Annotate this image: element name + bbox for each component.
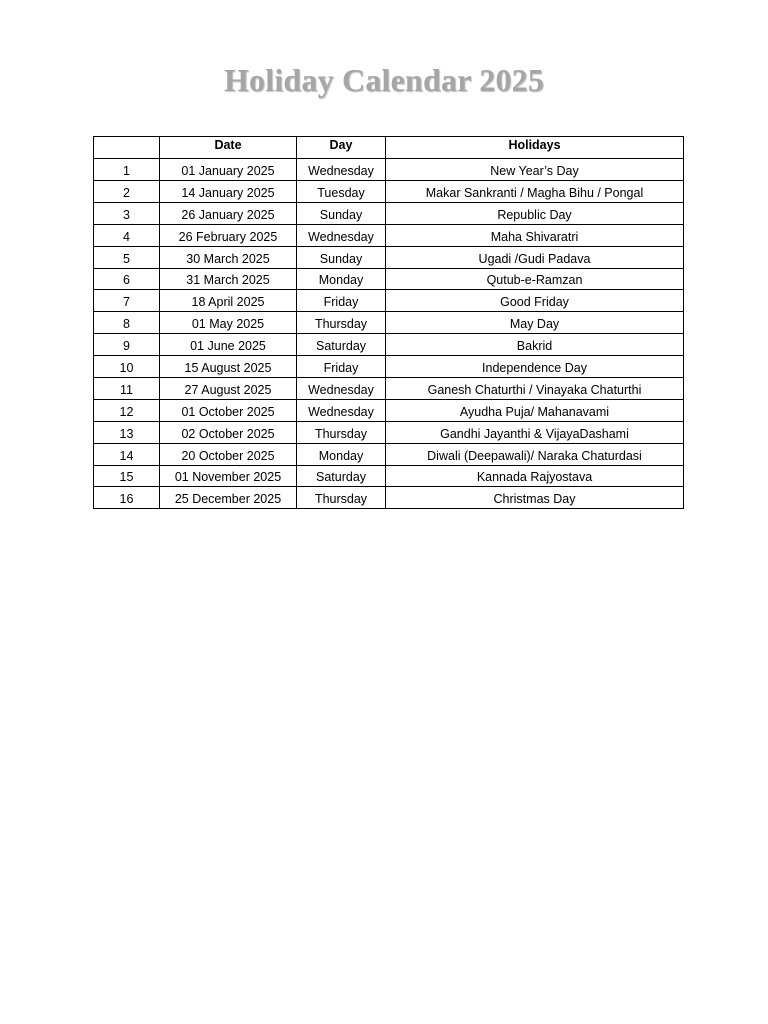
header-day: Day [297, 137, 386, 159]
holiday-date: 18 April 2025 [160, 290, 297, 312]
holiday-name: Republic Day [386, 202, 684, 224]
table-body [94, 159, 684, 509]
holiday-day: Sunday [297, 202, 386, 224]
row-number: 3 [94, 202, 160, 224]
table-row [94, 378, 684, 400]
header-holidays: Holidays [386, 137, 684, 159]
holiday-day: Saturday [297, 334, 386, 356]
row-number: 11 [94, 378, 160, 400]
row-number: 15 [94, 465, 160, 487]
holiday-day: Thursday [297, 487, 386, 509]
row-number: 6 [94, 268, 160, 290]
table-row [94, 421, 684, 443]
holiday-name: Makar Sankranti / Magha Bihu / Pongal [386, 181, 684, 203]
holiday-day: Wednesday [297, 378, 386, 400]
holiday-date: 27 August 2025 [160, 378, 297, 400]
table-row [94, 487, 684, 509]
holiday-table [93, 136, 684, 509]
row-number: 5 [94, 246, 160, 268]
holiday-date: 01 November 2025 [160, 465, 297, 487]
table-row [94, 465, 684, 487]
holiday-day: Wednesday [297, 224, 386, 246]
holiday-name: Christmas Day [386, 487, 684, 509]
table-row [94, 334, 684, 356]
holiday-name: Qutub-e-Ramzan [386, 268, 684, 290]
holiday-name: Independence Day [386, 356, 684, 378]
holiday-day: Sunday [297, 246, 386, 268]
holiday-date: 30 March 2025 [160, 246, 297, 268]
table-row [94, 312, 684, 334]
table-row [94, 224, 684, 246]
holiday-day: Monday [297, 443, 386, 465]
holiday-date: 01 June 2025 [160, 334, 297, 356]
table-row [94, 290, 684, 312]
holiday-date: 31 March 2025 [160, 268, 297, 290]
holiday-date: 20 October 2025 [160, 443, 297, 465]
table-row [94, 268, 684, 290]
table-row [94, 356, 684, 378]
table-row [94, 159, 684, 181]
holiday-name: Kannada Rajyostava [386, 465, 684, 487]
table-row [94, 181, 684, 203]
row-number: 13 [94, 421, 160, 443]
holiday-name: Maha Shivaratri [386, 224, 684, 246]
table-row [94, 246, 684, 268]
row-number: 1 [94, 159, 160, 181]
holiday-name: Ugadi /Gudi Padava [386, 246, 684, 268]
holiday-date: 02 October 2025 [160, 421, 297, 443]
holiday-name: Ganesh Chaturthi / Vinayaka Chaturthi [386, 378, 684, 400]
row-number: 2 [94, 181, 160, 203]
holiday-date: 26 January 2025 [160, 202, 297, 224]
holiday-day: Thursday [297, 312, 386, 334]
holiday-day: Monday [297, 268, 386, 290]
holiday-date: 01 October 2025 [160, 399, 297, 421]
holiday-name: New Year’s Day [386, 159, 684, 181]
row-number: 9 [94, 334, 160, 356]
table-header-row [94, 137, 684, 159]
table-row [94, 399, 684, 421]
row-number: 7 [94, 290, 160, 312]
holiday-name: Good Friday [386, 290, 684, 312]
holiday-name: Bakrid [386, 334, 684, 356]
holiday-day: Friday [297, 290, 386, 312]
holiday-day: Thursday [297, 421, 386, 443]
holiday-name: Gandhi Jayanthi & VijayaDashami [386, 421, 684, 443]
holiday-day: Wednesday [297, 399, 386, 421]
row-number: 12 [94, 399, 160, 421]
holiday-day: Friday [297, 356, 386, 378]
row-number: 10 [94, 356, 160, 378]
holiday-day: Wednesday [297, 159, 386, 181]
holiday-date: 14 January 2025 [160, 181, 297, 203]
holiday-date: 01 May 2025 [160, 312, 297, 334]
row-number: 4 [94, 224, 160, 246]
table-row [94, 443, 684, 465]
table-row [94, 202, 684, 224]
page-title: Holiday Calendar 2025 [223, 62, 545, 98]
row-number: 16 [94, 487, 160, 509]
holiday-name: Diwali (Deepawali)/ Naraka Chaturdasi [386, 443, 684, 465]
holiday-date: 15 August 2025 [160, 356, 297, 378]
row-number: 8 [94, 312, 160, 334]
holiday-name: Ayudha Puja/ Mahanavami [386, 399, 684, 421]
holiday-date: 26 February 2025 [160, 224, 297, 246]
holiday-date: 01 January 2025 [160, 159, 297, 181]
holiday-name: May Day [386, 312, 684, 334]
row-number: 14 [94, 443, 160, 465]
header-date: Date [160, 137, 297, 159]
holiday-day: Tuesday [297, 181, 386, 203]
holiday-day: Saturday [297, 465, 386, 487]
holiday-date: 25 December 2025 [160, 487, 297, 509]
header-number [94, 137, 160, 159]
